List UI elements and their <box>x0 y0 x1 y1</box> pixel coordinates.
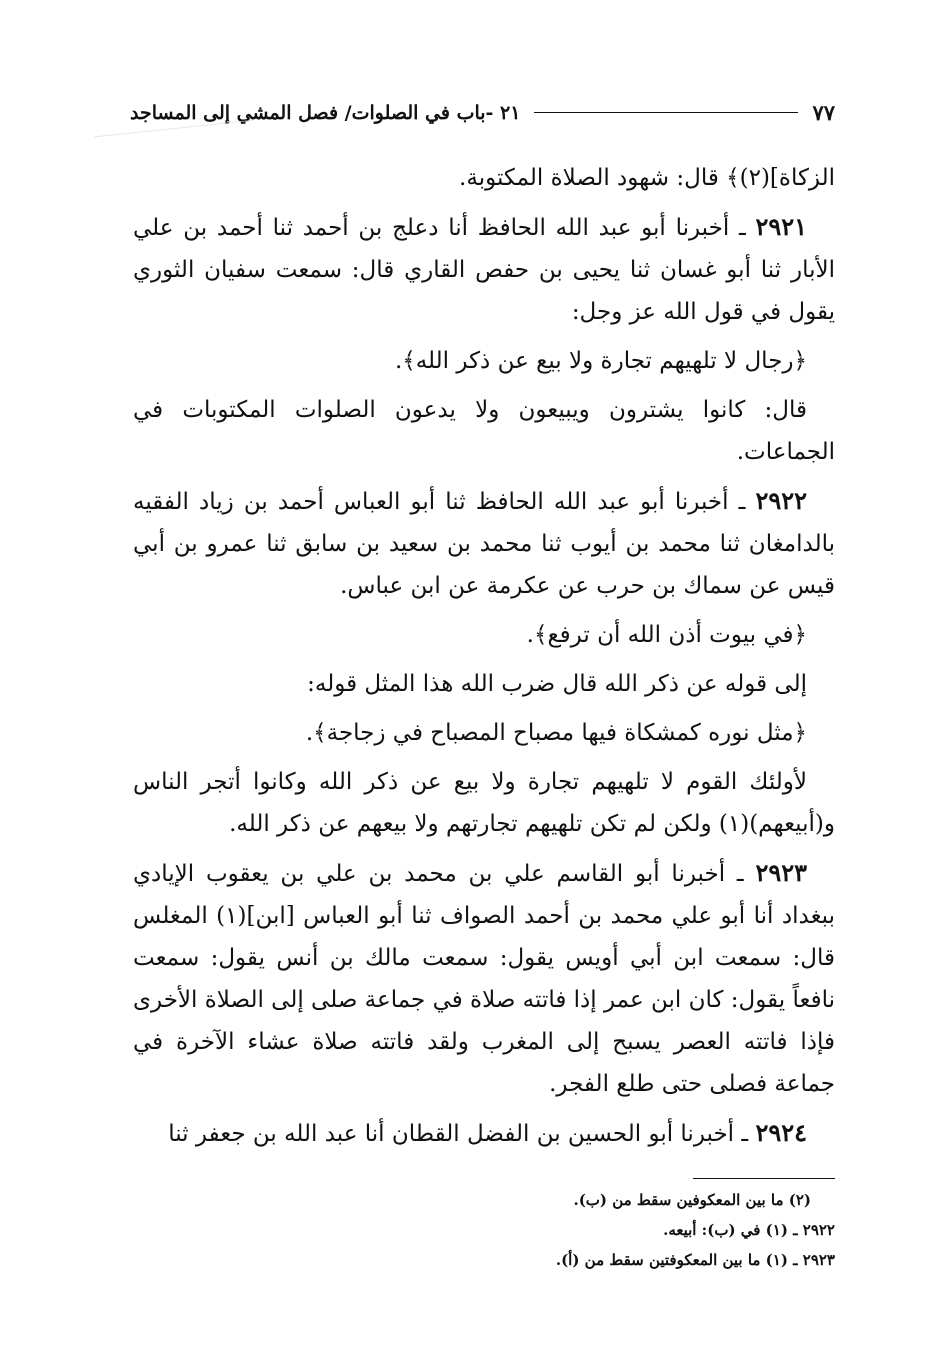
paragraph-text: ـ أخبرنا أبو الحسين بن الفضل القطان أنا عبد الله بن جعفر ثنا <box>168 1121 756 1147</box>
footnotes <box>92 1178 835 1275</box>
paragraph-text: ﴿مثل نوره كمشكاة فيها مصباح المصباح في زجاجة﴾. <box>305 720 807 746</box>
chapter-title: ٢١ -باب في الصلوات/ فصل المشي إلى المساجد <box>130 101 521 124</box>
quran-quote <box>133 712 835 754</box>
paragraph-text: ـ أخبرنا أبو القاسم علي بن محمد بن علي بن يعقوب الإيادي ببغداد أنا أبو علي محمد بن أحمد الصواف ثنا أبو العباس [ابن](١) المغلس قال: سمعت ابن أبي أويس يقول: سمعت مالك بن أنس يقول: سمعت نافعاً يقول: كان ابن عمر إذا فاتته صلاة في جماعة صلى إلى الصلاة الأخرى فإذا فاتته العصر يسبح إلى المغرب ولقد فاتته صلاة عشاء الآخرة في جماعة فصلى حتى طلع الفجر. <box>133 861 836 1097</box>
paragraph <box>133 389 835 473</box>
paragraph <box>133 663 835 705</box>
hadith-number: ٢٩٢٢ <box>755 486 807 515</box>
footnote: ٢٩٢٣ ـ (١) ما بين المعكوفتين سقط من (أ). <box>555 1251 835 1269</box>
paragraph-text: إلى قوله عن ذكر الله قال ضرب الله هذا المثل قوله: <box>307 671 807 697</box>
hadith-paragraph <box>133 206 835 333</box>
paragraph-text: لأولئك القوم لا تلهيهم تجارة ولا بيع عن ذكر الله وكانوا أتجر الناس و(أبيعهم)(١) ولكن لم تكن تلهيهم تجارتهم ولا بيعهم عن ذكر الله. <box>133 769 835 837</box>
paragraph-text: قال: كانوا يشترون ويبيعون ولا يدعون الصلوات المكتوبات في الجماعات. <box>133 397 835 465</box>
paragraph-text: ﴿في بيوت أذن الله أن ترفع﴾. <box>526 622 807 648</box>
footnote: (٢) ما بين المعكوفين سقط من (ب). <box>573 1191 811 1209</box>
footnote-rule <box>693 1178 835 1179</box>
paragraph <box>133 157 835 199</box>
paragraph-text: ﴿رجال لا تلهيهم تجارة ولا بيع عن ذكر الله﴾. <box>394 348 807 374</box>
paragraph <box>133 761 835 845</box>
hadith-number: ٢٩٢٣ <box>755 858 807 887</box>
quran-quote <box>133 614 835 656</box>
paragraph-text: ـ أخبرنا أبو عبد الله الحافظ أنا دعلج بن أحمد ثنا أحمد بن علي الأبار ثنا أبو غسان ثنا يحيى بن حفص القاري قال: سمعت سفيان الثوري يقول في قول الله عز وجل: <box>133 215 835 325</box>
footnote: ٢٩٢٢ ـ (١) في (ب): أبيعه. <box>663 1221 835 1239</box>
hadith-paragraph <box>133 480 835 607</box>
paragraph-text: الزكاة](٢)﴾ قال: شهود الصلاة المكتوبة. <box>459 165 835 191</box>
quran-quote <box>133 340 835 382</box>
hadith-paragraph <box>133 852 835 1105</box>
hadith-number: ٢٩٢٤ <box>755 1118 807 1147</box>
paragraph-text: ـ أخبرنا أبو عبد الله الحافظ ثنا أبو العباس أحمد بن زياد الفقيه بالدامغان ثنا محمد بن أيوب ثنا محمد بن سعيد بن سابق ثنا عمرو بن أبي قيس عن سماك بن حرب عن عكرمة عن ابن عباس. <box>133 489 835 599</box>
hadith-number: ٢٩٢١ <box>755 212 807 241</box>
page-number: ٧٧ <box>812 100 835 125</box>
body-text <box>133 157 835 1162</box>
hadith-paragraph <box>133 1112 835 1155</box>
header-rule <box>534 112 798 113</box>
